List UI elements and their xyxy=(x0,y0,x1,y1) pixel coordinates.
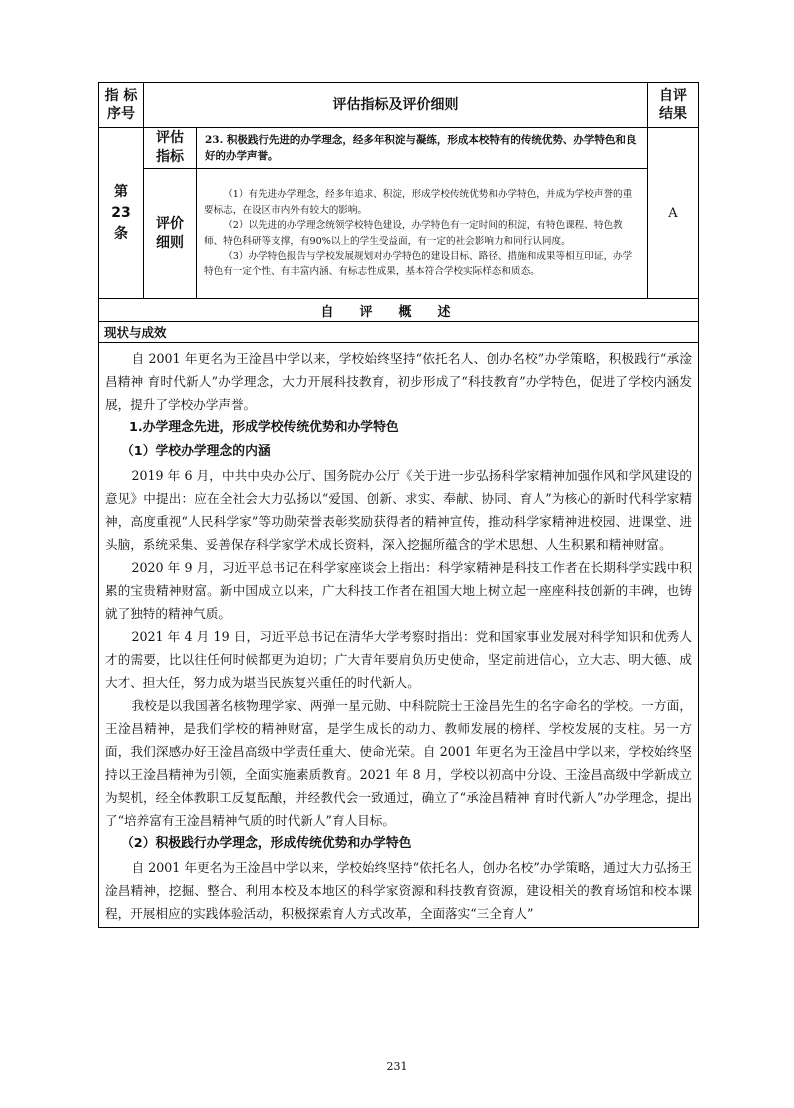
criteria-item-3: （3）办学特色报告与学校发展规划对办学特色的建设目标、路径、措施和成果等相互印证，办学特色有一定个性、有丰富内涵、有标志性成果，基本符合学校实际样态和质态。 xyxy=(204,250,633,278)
summary-title-row xyxy=(99,299,699,322)
evaluation-table xyxy=(98,82,699,928)
indicator-label-line2: 指标 xyxy=(156,149,184,165)
evaluation-page xyxy=(98,82,698,928)
header-result-cell xyxy=(648,83,699,128)
body-paragraph: 2020 年 9 月，习近平总书记在科学家座谈会上指出：科学家精神是科技工作者在长期科学实践中积累的宝贵精神财富。新中国成立以来，广大科技工作者在祖国大地上树立起一座座科技创新的丰碑，也铸就了独特的精神气质。 xyxy=(105,560,692,621)
body-paragraph: 2019 年 6 月，中共中央办公厅、国务院办公厅《关于进一步弘扬科学家精神加强作风和学风建设的意见》中提出：应在全社会大力弘扬以“爱国、创新、求实、奉献、协同、育人”为核心的新时代科学家精神，高度重视“人民科学家”等功勋荣誉表彰奖励获得者的精神宣传，推动科学家精神进校园、进课堂、进头脑，系统采集、妥善保存科学家学术成长资料，深入挖掘所蕴含的学术思想、人生积累和精神财富。 xyxy=(105,468,692,552)
header-index-line2: 序号 xyxy=(107,106,135,122)
section-heading: 1.办学理念先进，形成学校传统优势和办学特色 xyxy=(129,420,399,435)
criteria-cell xyxy=(197,169,648,299)
subsection-heading: （2）积极践行办学理念，形成传统优势和办学特色 xyxy=(121,836,412,851)
body-paragraph: 我校是以我国著名核物理学家、两弹一星元勋、中科院院士王淦昌先生的名字命名的学校。一方面，王淦昌精神，是我们学校的精神财富，是学生成长的动力、教师发展的榜样、学校发展的支柱。另一方面，我们深感办好王淦昌高级中学责任重大、使命光荣。自 2001 年更名为王淦昌中学以来，学校始终坚持以王淦昌精神为引领，全面实施素质教育。2021 年 8 月，学校以初高中分设、王淦昌高级中学新成立为契机，经全体教职工反复酝酿，并经教代会一致通过，确立了“承淦昌精神 育时代新人”办学理念，提出了“培养富有王淦昌精神气质的时代新人”育人目标。 xyxy=(105,698,692,828)
page-number: 231 xyxy=(386,1060,408,1073)
indicator-label-cell xyxy=(144,128,197,169)
criteria-label-line2: 细则 xyxy=(156,234,184,251)
indicator-label-line1: 评估 xyxy=(156,130,184,146)
section-label: 现状与成效 xyxy=(99,322,699,343)
header-result-line2: 结果 xyxy=(659,106,687,122)
body-paragraph: 自 2001 年更名为王淦昌中学以来，学校始终坚持“依托名人、创办名校”办学策略，积极践行“承淦昌精神 育时代新人”办学理念，大力开展科技教育，初步形成了“科技教育”办学特色，促进了学校内涵发展，提升了学校办学声誉。 xyxy=(105,351,692,412)
header-result-line1: 自评 xyxy=(659,88,687,104)
header-index-cell xyxy=(99,83,144,128)
criteria-row xyxy=(99,169,699,299)
item-number-line3: 条 xyxy=(114,225,128,242)
item-number-cell xyxy=(99,128,144,299)
header-criteria-cell: 评估指标及评价细则 xyxy=(144,83,648,128)
body-paragraph: 自 2001 年更名为王淦昌中学以来，学校始终坚持“依托名人，创办名校”办学策略，通过大力弘扬王淦昌精神，挖掘、整合、利用本校及本地区的科学家资源和科技教育资源，建设相关的教育场馆和校本课程，开展相应的实践体验活动，积极探索育人方式改革，全面落实“三全育人” xyxy=(105,860,692,921)
summary-body-row xyxy=(99,343,699,928)
criteria-label-cell xyxy=(144,169,197,299)
item-number-line2: 23 xyxy=(111,204,131,221)
item-number-line1: 第 xyxy=(114,183,128,200)
table-header-row xyxy=(99,83,699,128)
subsection-heading: （1）学校办学理念的内涵 xyxy=(121,444,271,459)
criteria-item-2: （2）以先进的办学理念统领学校特色建设，办学特色有一定时间的积淀，有特色课程、特色教师、特色科研等支撑，有90%以上的学生受益面，有一定的社会影响力和同行认同度。 xyxy=(204,220,623,247)
criteria-item-1: （1）有先进办学理念，经多年追求、积淀，形成学校传统优势和办学特色，并成为学校声誉的重要标志，在设区市内外有较大的影响。 xyxy=(204,189,633,216)
indicator-text: 23. 积极践行先进的办学理念，经多年积淀与凝练，形成本校特有的传统优势、办学特色和良好的办学声誉。 xyxy=(197,128,648,169)
summary-body xyxy=(99,343,699,928)
criteria-label-line1: 评价 xyxy=(156,215,184,232)
indicator-row xyxy=(99,128,699,169)
summary-title: 自评概述 xyxy=(99,299,699,322)
body-paragraph: 2021 年 4 月 19 日，习近平总书记在清华大学考察时指出：党和国家事业发展对科学知识和优秀人才的需要，比以往任何时候都更为迫切；广大青年要肩负历史使命，坚定前进信心，立大志、明大德、成大才、担大任，努力成为堪当民族复兴重任的时代新人。 xyxy=(105,629,692,690)
self-evaluation-result: A xyxy=(648,128,699,299)
header-index-line1: 指 标 xyxy=(104,88,138,104)
section-label-row xyxy=(99,322,699,343)
